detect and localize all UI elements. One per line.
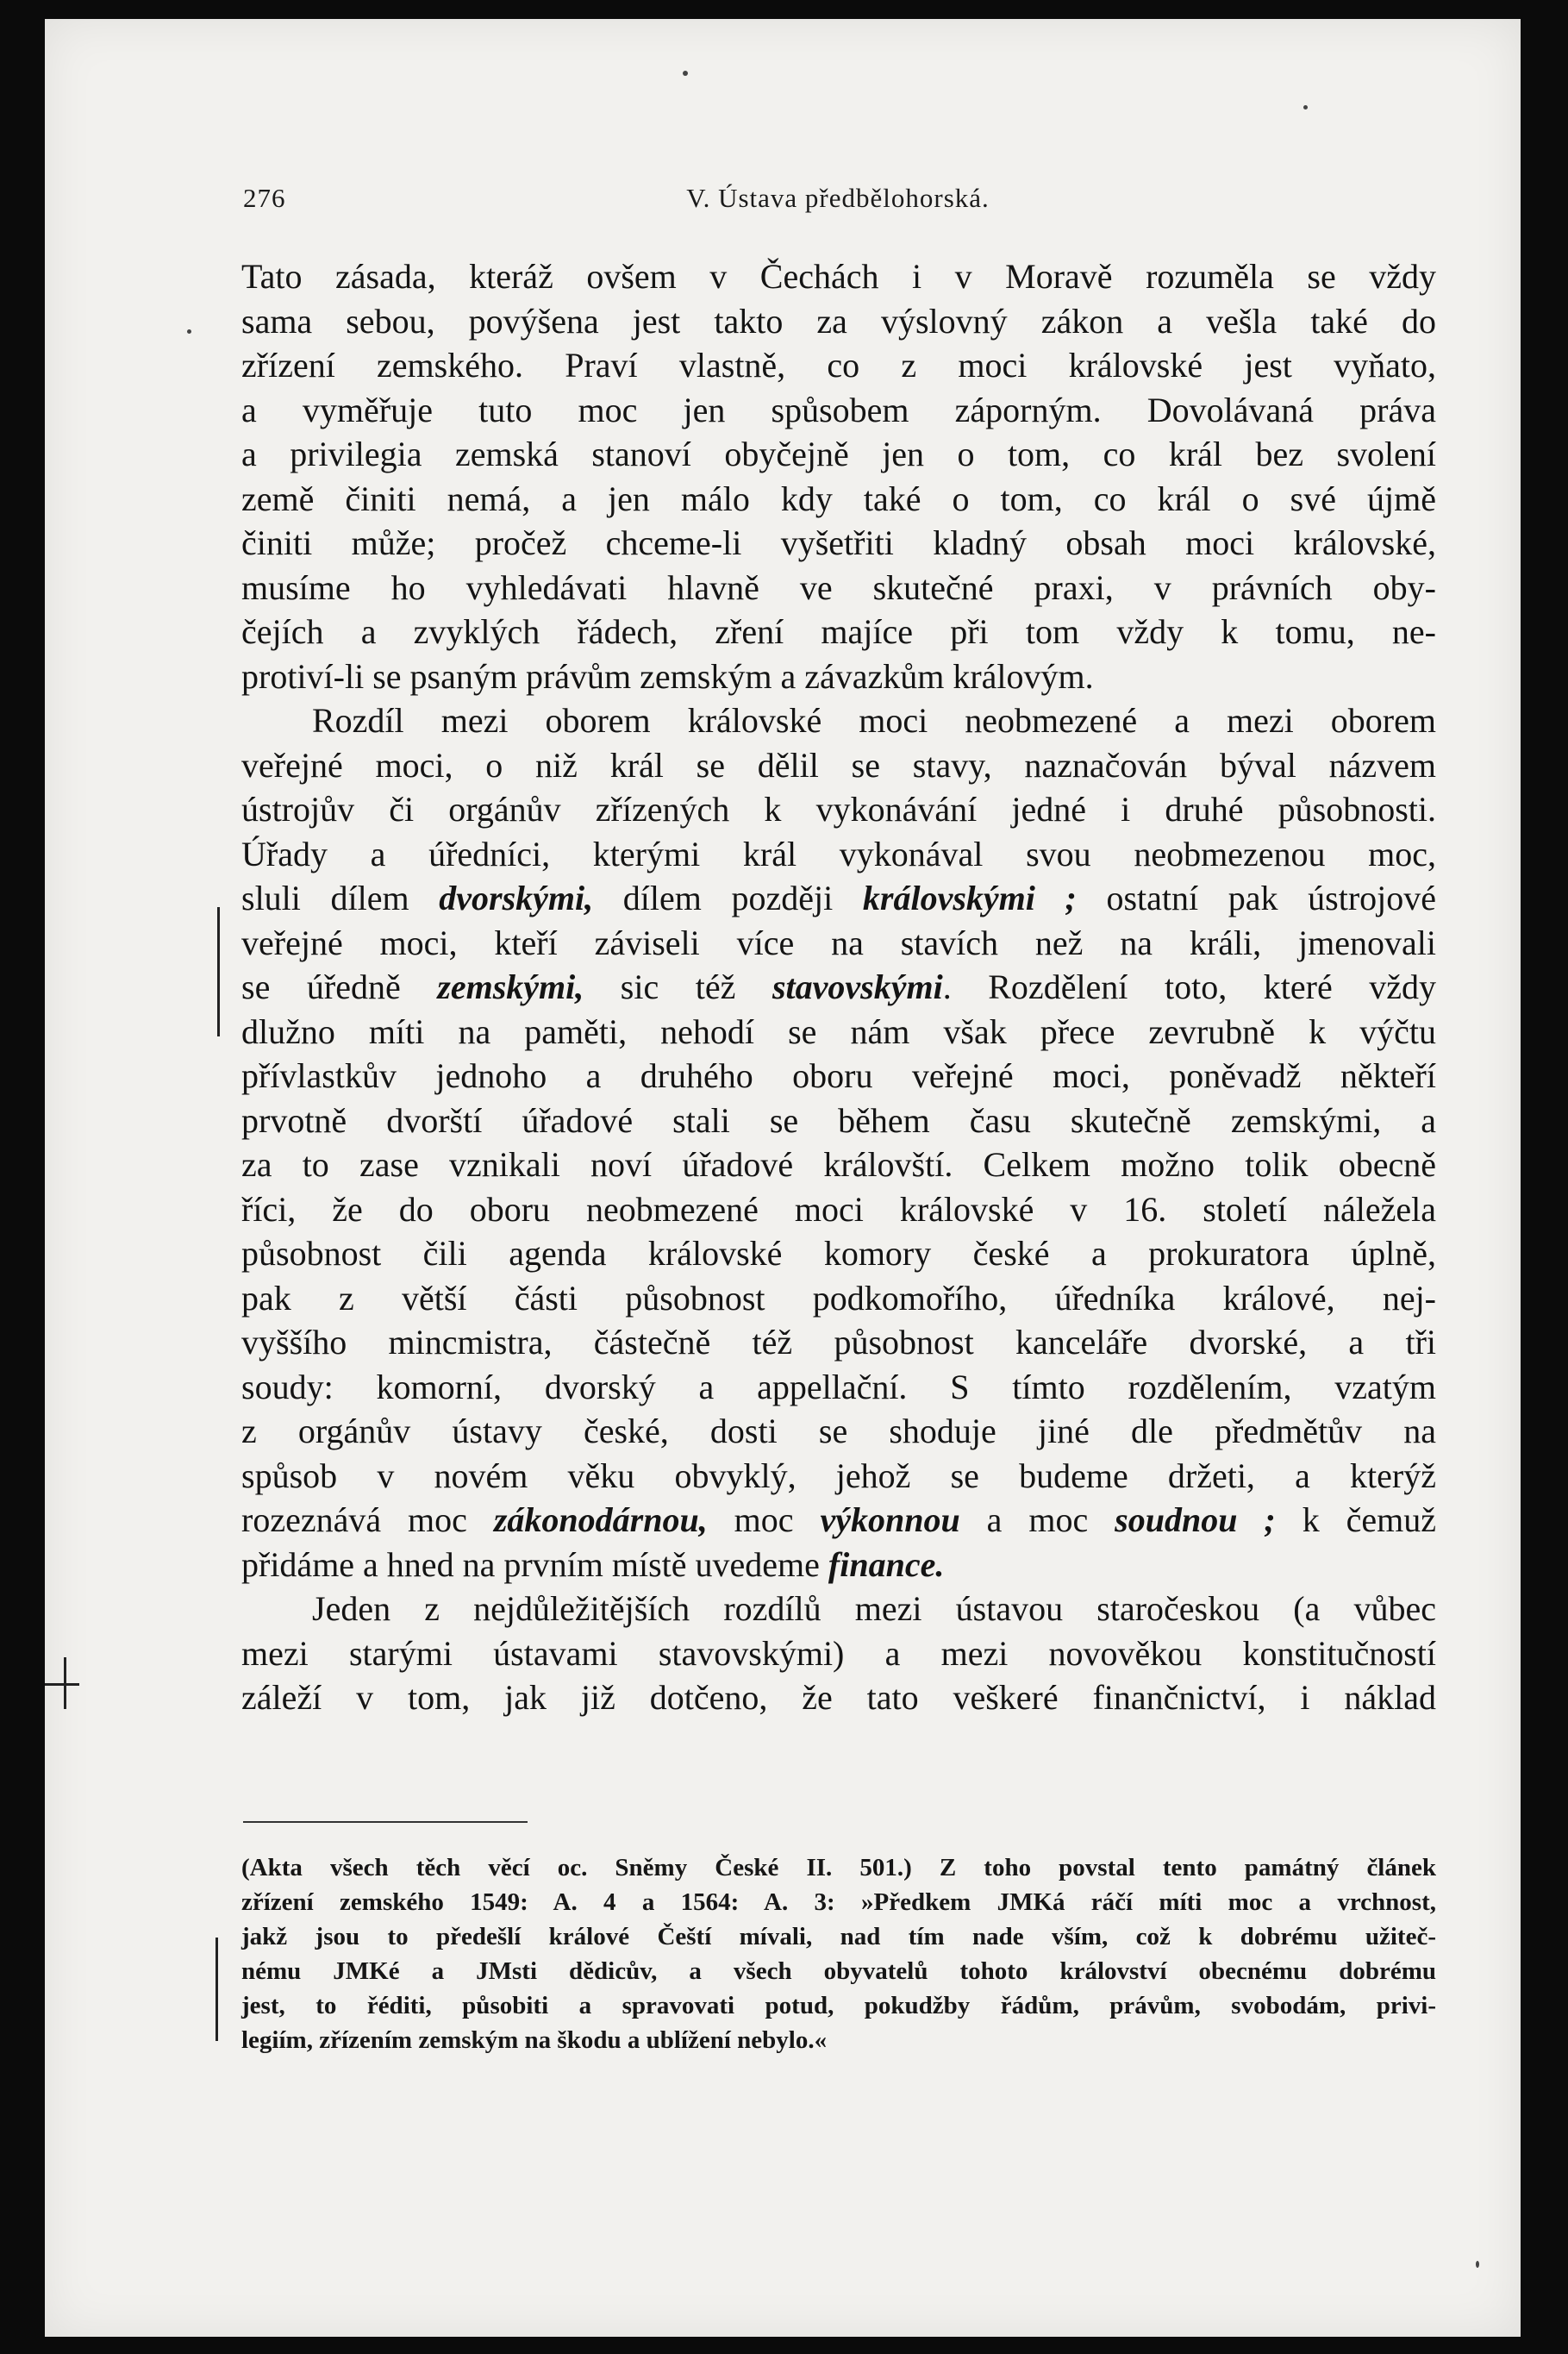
text-line: mezi starými ústavami stavovskými) a mezi novověkou konstitučností <box>241 1633 1436 1673</box>
body-text <box>241 254 1436 1720</box>
footnote-line: (Akta všech těch věcí oc. Sněmy České II. 501.) Z toho povstal tento památný článek <box>241 1854 1436 1881</box>
footnote-line: jest, to řéditi, působiti a spravovati potud, pokudžby řádům, právům, svobodám, privi- <box>241 1992 1436 2019</box>
emphasis: královskými ; <box>862 879 1077 917</box>
footnote <box>241 1850 1436 2057</box>
text-line: spůsob v novém věku obvyklý, jehož se budeme držeti, a kterýž <box>241 1456 1436 1495</box>
text-line: prvotně dvorští úřadové stali se během času skutečně zemskými, a <box>241 1100 1436 1140</box>
margin-bracket-mark <box>217 907 220 1036</box>
emphasis: stavovskými <box>772 967 943 1006</box>
text-line: veřejné moci, o niž král se dělil se stavy, naznačován býval názvem <box>241 745 1436 785</box>
text-line: činiti může; pročež chceme-li vyšetřiti kladný obsah moci královské, <box>241 523 1436 562</box>
text-line: čejích a zvyklých řádech, zření majíce při tom vždy k tomu, ne- <box>241 612 1436 651</box>
text-line: země činiti nemá, a jen málo kdy také o tom, co král o své újmě <box>241 479 1436 518</box>
page-number: 276 <box>243 183 286 213</box>
emphasis: zemskými, <box>437 967 584 1006</box>
dust-speck <box>1303 105 1308 110</box>
text-line: dlužno míti na paměti, nehodí se nám však přece zevrubně k výčtu <box>241 1011 1436 1051</box>
text-line: říci, že do oboru neobmezené moci královské v 16. století náležela <box>241 1189 1436 1229</box>
text-line: protiví-li se psaným právům zemským a závazkům královým. <box>241 656 1094 696</box>
text-line: záleží v tom, jak již dotčeno, že tato veškeré finančnictví, i náklad <box>241 1678 1436 1717</box>
text-line: vyššího mincmistra, částečně též působnost kanceláře dvorské, a tři <box>241 1323 1436 1362</box>
text-line: z orgánův ústavy české, dosti se shoduje jiné dle předmětův na <box>241 1412 1436 1450</box>
footnote-line: nému JMKé a JMsti dědicův, a všech obyvatelů tohoto království obecnému dobrému <box>241 1957 1436 1985</box>
book-page <box>45 19 1521 2337</box>
text-line: pak z větší části působnost podkomořího, úředníka králové, nej- <box>241 1278 1436 1318</box>
text-line: za to zase vznikali noví úřadové královští. Celkem možno tolik obecně <box>241 1145 1436 1184</box>
text-line: zřízení zemského. Praví vlastně, co z moci královské jest vyňato, <box>241 346 1436 385</box>
text-line: a vyměřuje tuto moc jen spůsobem záporným. Dovolávaná práva <box>241 390 1436 429</box>
text-line: Rozdíl mezi oborem královské moci neobmezené a mezi oborem <box>312 701 1436 740</box>
footnote-line: legiím, zřízením zemským na škodu a ublížení nebylo.« <box>241 2026 828 2054</box>
emphasis: dvorskými, <box>439 879 594 917</box>
text-line: působnost čili agenda královské komory české a prokuratora úplně, <box>241 1234 1436 1273</box>
footnote-rule <box>243 1821 528 1823</box>
emphasis: zákonodárnou, <box>493 1500 708 1539</box>
text-line: veřejné moci, kteří záviseli více na stavích než na králi, jmenovali <box>241 923 1436 962</box>
text-line: a privilegia zemská stanoví obyčejně jen o tom, co král bez svolení <box>241 435 1436 473</box>
footnote-line: zřízení zemského 1549: A. 4 a 1564: A. 3: »Předkem JMKá ráčí míti moc a vrchnost, <box>241 1888 1436 1916</box>
text-line: sluli dílem dvorskými, dílem později královskými ; ostatní pak ústrojové <box>241 879 1437 917</box>
dust-speck <box>187 329 191 334</box>
margin-pencil-mark <box>64 1657 66 1709</box>
dust-speck <box>683 71 688 76</box>
page-header <box>243 183 1433 226</box>
margin-bracket-mark <box>216 1938 218 2041</box>
text-line: Tato zásada, kteráž ovšem v Čechách i v Moravě rozuměla se vždy <box>241 257 1436 296</box>
text-line: musíme ho vyhledávati hlavně ve skutečné praxi, v právních oby- <box>241 567 1436 607</box>
margin-pencil-mark <box>45 1683 79 1686</box>
emphasis: soudnou ; <box>1115 1500 1276 1539</box>
dust-speck <box>1476 2261 1479 2268</box>
text-line: se úředně zemskými, sic též stavovskými. Rozdělení toto, které vždy <box>241 967 1437 1006</box>
text-line: přívlastkův jednoho a druhého oboru veřejné moci, poněvadž někteří <box>241 1056 1436 1095</box>
text-line: Jeden z nejdůležitějších rozdílů mezi ústavou staročeskou (a vůbec <box>312 1589 1436 1628</box>
emphasis: výkonnou <box>820 1500 960 1539</box>
text-line: soudy: komorní, dvorský a appellační. S tímto rozdělením, vzatým <box>241 1367 1436 1406</box>
text-line: ústrojův či orgánův zřízených k vykonávání jedné i druhé působnosti. <box>241 790 1436 829</box>
running-title: V. Ústava předbělohorská. <box>686 183 990 213</box>
text-line: Úřady a úředníci, kterými král vykonával svou neobmezenou moc, <box>241 834 1436 873</box>
footnote-line: jakž jsou to předešlí králové Čeští mívali, nad tím nade vším, což k dobrému užiteč- <box>241 1923 1436 1950</box>
text-line: přidáme a hned na prvním místě uvedeme finance. <box>241 1544 945 1584</box>
text-line: sama sebou, povýšena jest takto za výslovný zákon a vešla také do <box>241 301 1436 341</box>
text-line: rozeznává moc zákonodárnou, moc výkonnou a moc soudnou ; k čemuž <box>241 1500 1437 1539</box>
emphasis: finance. <box>828 1544 945 1584</box>
